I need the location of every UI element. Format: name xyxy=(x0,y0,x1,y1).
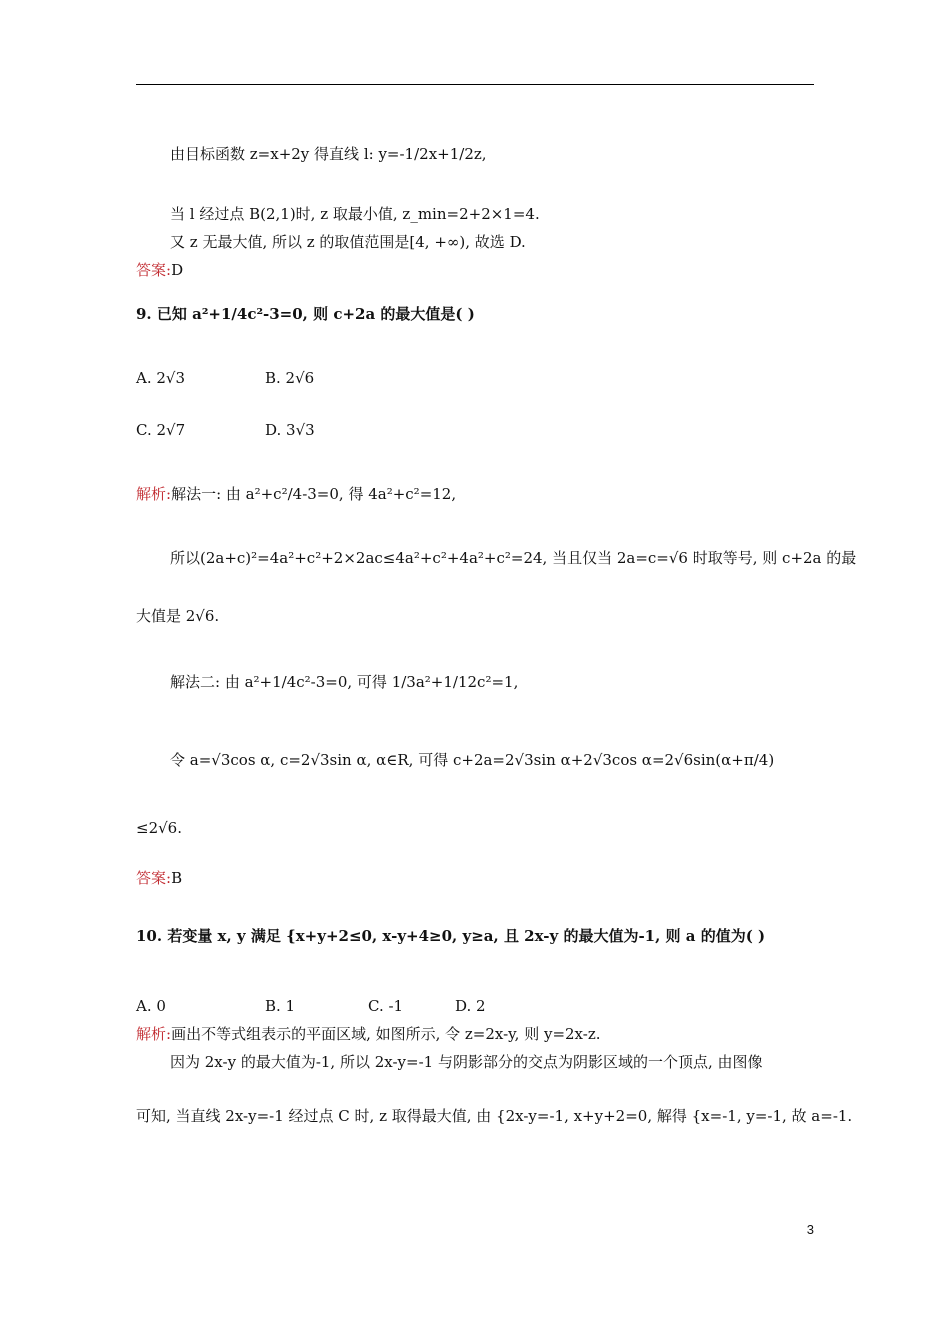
q9-option-d: D. 3√3 xyxy=(265,421,315,439)
q10-option-c: C. -1 xyxy=(368,997,404,1015)
q10-analysis-vertex: 因为 2x-y 的最大值为-1, 所以 2x-y=-1 与阴影部分的交点为阴影区域的一个顶点, 由图像 xyxy=(170,1053,763,1071)
q9-analysis-max: 大值是 2√6. xyxy=(136,607,220,625)
q10-analysis-solve: 可知, 当直线 2x-y=-1 经过点 C 时, z 取得最大值, 由 {2x-y=-1, x+y+2=0, 解得 {x=-1, y=-1, 故 a=-1. xyxy=(136,1107,853,1125)
question-9: 9. 已知 a²+1/4c²-3=0, 则 c+2a 的最大值是( ) xyxy=(136,305,475,323)
solution-line-objective: 由目标函数 z=x+2y 得直线 l: y=-1/2x+1/2z, xyxy=(170,145,487,163)
solution-line-min: 当 l 经过点 B(2,1)时, z 取最小值, z_min=2+2×1=4. xyxy=(170,205,540,223)
solution-line-range: 又 z 无最大值, 所以 z 的取值范围是[4, +∞), 故选 D. xyxy=(170,233,526,251)
answer-8 xyxy=(136,260,183,280)
answer-label: 答案: xyxy=(136,261,172,279)
analysis-text: 解法一: 由 a²+c²/4-3=0, 得 4a²+c²=12, xyxy=(171,485,457,503)
answer-value: D xyxy=(171,261,184,279)
analysis-text: 画出不等式组表示的平面区域, 如图所示, 令 z=2x-y, 则 y=2x-z. xyxy=(171,1025,601,1043)
analysis-label: 解析: xyxy=(136,485,172,503)
q9-analysis-bound: ≤2√6. xyxy=(136,819,182,837)
answer-9 xyxy=(136,868,182,888)
page-number: 3 xyxy=(806,1222,814,1237)
question-10: 10. 若变量 x, y 满足 {x+y+2≤0, x-y+4≥0, y≥a, 且 2x-y 的最大值为-1, 则 a 的值为( ) xyxy=(136,927,766,945)
q9-analysis-method1 xyxy=(136,484,456,504)
q10-option-a: A. 0 xyxy=(136,997,166,1015)
q9-analysis-ineq: 所以(2a+c)²=4a²+c²+2×2ac≤4a²+c²+4a²+c²=24, 当且仅当 2a=c=√6 时取等号, 则 c+2a 的最 xyxy=(170,549,857,567)
q9-option-a: A. 2√3 xyxy=(136,369,186,387)
q9-analysis-method2: 解法二: 由 a²+1/4c²-3=0, 可得 1/3a²+1/12c²=1, xyxy=(170,673,519,691)
q9-option-c: C. 2√7 xyxy=(136,421,186,439)
q10-option-d: D. 2 xyxy=(455,997,486,1015)
header-rule xyxy=(136,84,814,85)
q10-option-b: B. 1 xyxy=(265,997,296,1015)
q10-analysis-region xyxy=(136,1024,601,1044)
answer-value: B xyxy=(171,869,183,887)
q9-analysis-substitute: 令 a=√3cos α, c=2√3sin α, α∈R, 可得 c+2a=2√3sin α+2√3cos α=2√6sin(α+π/4) xyxy=(170,751,775,769)
q9-option-b: B. 2√6 xyxy=(265,369,315,387)
answer-label: 答案: xyxy=(136,869,172,887)
analysis-label: 解析: xyxy=(136,1025,172,1043)
